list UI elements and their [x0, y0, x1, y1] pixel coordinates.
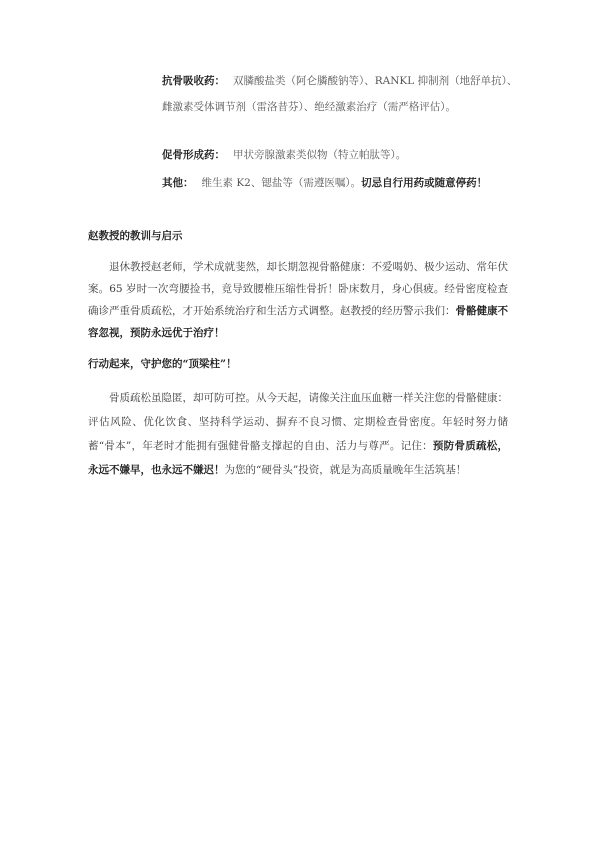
anti-resorptive-label: 抗骨吸收药：: [162, 75, 225, 87]
bone-formation-drugs-item: [162, 142, 518, 168]
lesson-paragraph: [88, 256, 508, 344]
action-tail: 为您的“硬骨头”投资，就是为高质量晚年生活筑基！: [224, 464, 467, 476]
action-emphasis: 预防骨质疏松，永远不嫌早，也永远不嫌迟！: [88, 440, 508, 476]
action-text: 骨质疏松虽隐匿，却可防可控。从今天起，请像关注血压血糖一样关注您的骨骼健康：评估风险、优化饮食、坚持科学运动、摒弃不良习惯、定期检查骨密度。年轻时努力储蓄“骨本”，年老时才能拥有强健骨骼支撑起的自由、活力与尊严。记住：: [88, 392, 508, 452]
bone-formation-label: 促骨形成药：: [162, 149, 225, 161]
section-heading-lesson: 赵教授的教训与启示: [88, 230, 183, 242]
other-drugs-label: 其他：: [162, 177, 194, 189]
anti-resorptive-drugs-item: [162, 68, 518, 120]
lesson-text: 退休教授赵老师，学术成就斐然，却长期忽视骨骼健康：不爱喝奶、极少运动、常年伏案。65 岁时一次弯腰捡书，竟导致腰椎压缩性骨折！卧床数月，身心俱疲。经骨密度检查确诊严重骨质疏松，才开始系统治疗和生活方式调整。赵教授的经历警示我们：: [88, 261, 508, 317]
action-paragraph: [88, 386, 508, 482]
anti-resorptive-text: 双膦酸盐类（阿仑膦酸钠等）、RANKL 抑制剂（地舒单抗）、雌激素受体调节剂（雷洛昔芬）、绝经激素治疗（需严格评估）。: [162, 75, 518, 113]
bone-formation-text: 甲状旁腺激素类似物（特立帕肽等）。: [233, 149, 407, 161]
other-drugs-text: 维生素 K2、锶盐等（需遵医嘱）。: [201, 177, 362, 189]
other-drugs-item: [162, 170, 518, 196]
lesson-emphasis: 骨骼健康不容忽视，预防永远优于治疗！: [88, 305, 508, 339]
medication-warning: 切忌自行用药或随意停药！: [361, 177, 488, 189]
section-heading-action: 行动起来，守护您的“顶梁柱”！: [88, 358, 237, 370]
